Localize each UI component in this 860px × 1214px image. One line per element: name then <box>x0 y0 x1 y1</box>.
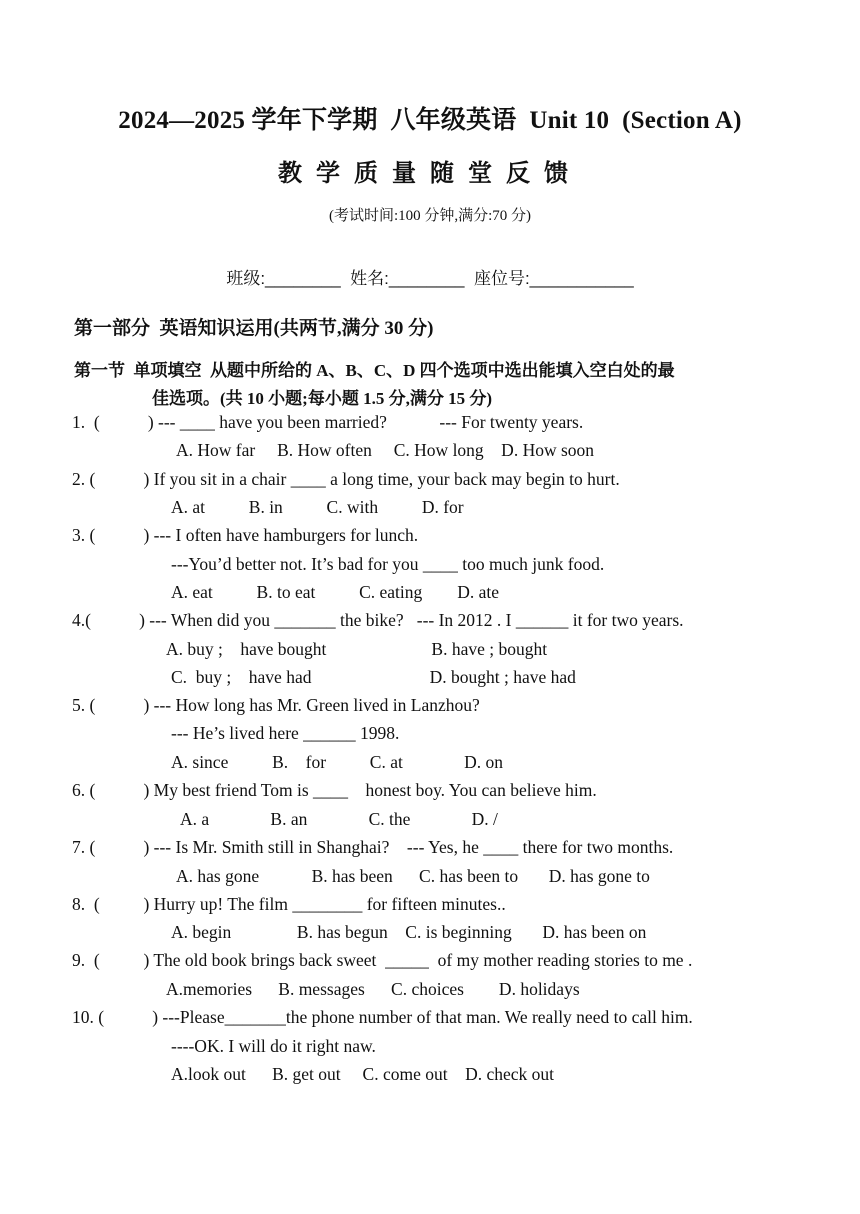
question-3: 3. ( ) --- I often have hamburgers for lunch. <box>72 525 419 545</box>
question-10-response: ----OK. I will do it right naw. <box>171 1036 376 1056</box>
question-3-response: ---You’d better not. It’s bad for you ____ too much junk food. <box>171 554 605 574</box>
question-4-options-row-1: A. buy ; have bought B. have ; bought <box>166 639 548 659</box>
question-1: 1. ( ) --- ____ have you been married? --- For twenty years. <box>72 412 584 432</box>
question-9: 9. ( ) The old book brings back sweet _____ of my mother reading stories to me . <box>72 950 693 970</box>
question-5-response: --- He’s lived here ______ 1998. <box>171 723 400 743</box>
section-instruction-line-1: 第一节 单项填空 从题中所给的 A、B、C、D 四个选项中选出能填入空白处的最 <box>74 361 675 380</box>
question-4: 4.( ) --- When did you _______ the bike? --- In 2012 . I ______ it for two years. <box>72 610 684 630</box>
question-10-options: A.look out B. get out C. come out D. check out <box>171 1064 555 1084</box>
question-8: 8. ( ) Hurry up! The film ________ for fifteen minutes.. <box>72 894 506 914</box>
question-8-options: A. begin B. has begun C. is beginning D. has been on <box>171 922 647 942</box>
question-4-options-row-2: C. buy ; have had D. bought ; have had <box>171 667 576 687</box>
question-2: 2. ( ) If you sit in a chair ____ a long time, your back may begin to hurt. <box>72 469 620 489</box>
part-heading: 第一部分 英语知识运用(共两节,满分 30 分) <box>74 318 434 339</box>
section-instruction-line-2: 佳选项。(共 10 小题;每小题 1.5 分,满分 15 分) <box>152 389 492 408</box>
page-subtitle: 教学质量随堂反馈 <box>278 161 582 187</box>
question-5: 5. ( ) --- How long has Mr. Green lived in Lanzhou? <box>72 695 480 715</box>
page-title: 2024—2025 学年下学期 八年级英语 Unit 10 (Section A) <box>118 107 742 134</box>
question-7-options: A. has gone B. has been C. has been to D. has gone to <box>176 866 650 886</box>
question-5-options: A. since B. for C. at D. on <box>171 752 503 772</box>
question-1-options: A. How far B. How often C. How long D. How soon <box>176 440 595 460</box>
question-6-options: A. a B. an C. the D. / <box>180 809 498 829</box>
question-6: 6. ( ) My best friend Tom is ____ honest boy. You can believe him. <box>72 780 597 800</box>
question-9-options: A.memories B. messages C. choices D. holidays <box>166 979 580 999</box>
question-10: 10. ( ) ---Please_______the phone number of that man. We really need to call him. <box>72 1007 693 1027</box>
exam-note: (考试时间:100 分钟,满分:70 分) <box>328 208 532 224</box>
question-7: 7. ( ) --- Is Mr. Smith still in Shanghai? --- Yes, he ____ there for two months. <box>72 837 674 857</box>
question-3-options: A. eat B. to eat C. eating D. ate <box>171 582 500 602</box>
student-info-line: 班级:________ 姓名:________ 座位号:___________ <box>226 269 634 288</box>
question-2-options: A. at B. in C. with D. for <box>171 497 464 517</box>
